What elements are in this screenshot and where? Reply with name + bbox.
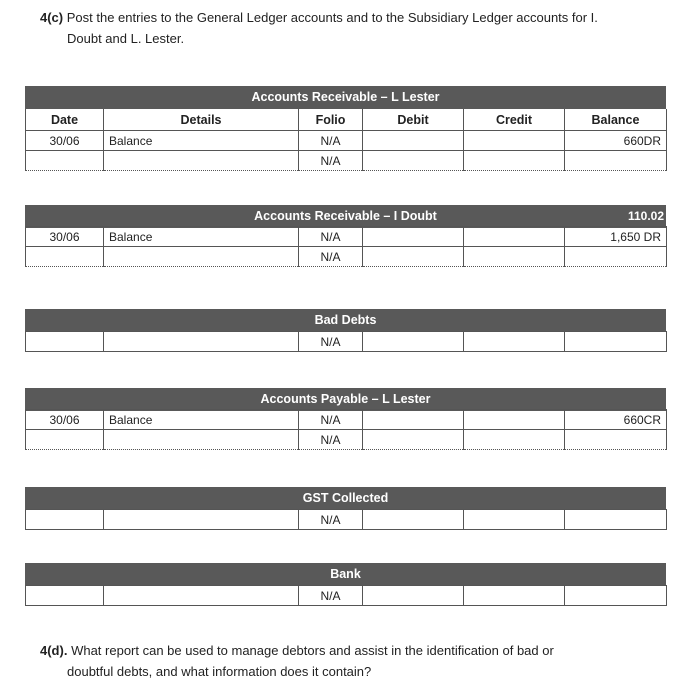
cell-balance[interactable]: [565, 510, 667, 530]
cell-debit[interactable]: [363, 410, 464, 430]
ledger-title: Accounts Receivable – L Lester: [251, 90, 440, 104]
table-row: [26, 247, 667, 267]
cell-details[interactable]: [104, 586, 299, 606]
question-4c: [40, 7, 598, 49]
cell-balance[interactable]: 660DR: [565, 131, 667, 151]
cell-details[interactable]: [104, 247, 299, 267]
cell-balance[interactable]: 660CR: [565, 410, 667, 430]
ledger-title-bar: [25, 563, 666, 586]
cell-balance[interactable]: [565, 332, 667, 352]
cell-debit[interactable]: [363, 430, 464, 450]
cell-debit[interactable]: [363, 332, 464, 352]
header-details: Details: [104, 109, 299, 131]
cell-debit[interactable]: [363, 227, 464, 247]
cell-debit[interactable]: [363, 151, 464, 171]
cell-folio[interactable]: N/A: [299, 430, 363, 450]
cell-details[interactable]: [104, 430, 299, 450]
cell-date[interactable]: 30/06: [26, 227, 104, 247]
cell-folio[interactable]: N/A: [299, 247, 363, 267]
cell-date[interactable]: [26, 247, 104, 267]
cell-date[interactable]: [26, 430, 104, 450]
table-row: [26, 131, 667, 151]
table-row: [26, 430, 667, 450]
cell-balance[interactable]: 1,650 DR: [565, 227, 667, 247]
cell-balance[interactable]: [565, 586, 667, 606]
cell-folio[interactable]: N/A: [299, 586, 363, 606]
question-number: 4(d).: [40, 643, 68, 658]
cell-folio[interactable]: N/A: [299, 510, 363, 530]
cell-details[interactable]: [104, 151, 299, 171]
ledger-title: Accounts Payable – L Lester: [260, 392, 431, 406]
cell-credit[interactable]: [464, 227, 565, 247]
question-text-line1: What report can be used to manage debtors and assist in the identification of bad or: [71, 643, 554, 658]
cell-details[interactable]: [104, 510, 299, 530]
cell-balance[interactable]: [565, 430, 667, 450]
cell-credit[interactable]: [464, 410, 565, 430]
header-balance: Balance: [565, 109, 667, 131]
ledger-title-bar: [25, 388, 666, 411]
cell-folio[interactable]: N/A: [299, 151, 363, 171]
cell-debit[interactable]: [363, 131, 464, 151]
header-row: [26, 109, 667, 131]
cell-details[interactable]: Balance: [104, 131, 299, 151]
cell-credit[interactable]: [464, 151, 565, 171]
question-number: 4(c): [40, 10, 64, 25]
table-row: [26, 410, 667, 430]
ledger-title: Accounts Receivable – I Doubt: [254, 209, 437, 223]
cell-date[interactable]: [26, 332, 104, 352]
table-row: [26, 586, 667, 606]
question-4d: [40, 640, 554, 682]
cell-date[interactable]: [26, 586, 104, 606]
ledger-title: Bank: [330, 567, 361, 581]
header-folio: Folio: [299, 109, 363, 131]
cell-credit[interactable]: [464, 430, 565, 450]
cell-credit[interactable]: [464, 332, 565, 352]
cell-date[interactable]: 30/06: [26, 410, 104, 430]
cell-folio[interactable]: N/A: [299, 131, 363, 151]
table-row: [26, 510, 667, 530]
cell-credit[interactable]: [464, 510, 565, 530]
ledger-title: Bad Debts: [314, 313, 377, 327]
cell-debit[interactable]: [363, 510, 464, 530]
table-row: [26, 227, 667, 247]
cell-debit[interactable]: [363, 586, 464, 606]
cell-credit[interactable]: [464, 586, 565, 606]
ledger-title-bar: [25, 309, 666, 332]
cell-folio[interactable]: N/A: [299, 410, 363, 430]
cell-details[interactable]: Balance: [104, 227, 299, 247]
cell-date[interactable]: [26, 510, 104, 530]
ledger-title-bar: [25, 487, 666, 510]
header-credit: Credit: [464, 109, 565, 131]
question-text-line1: Post the entries to the General Ledger accounts and to the Subsidiary Ledger accounts for I.: [66, 10, 598, 25]
cell-balance[interactable]: [565, 151, 667, 171]
ledger-title-bar: [25, 205, 666, 228]
cell-balance[interactable]: [565, 247, 667, 267]
header-debit: Debit: [363, 109, 464, 131]
cell-credit[interactable]: [464, 247, 565, 267]
cell-date[interactable]: [26, 151, 104, 171]
cell-details[interactable]: Balance: [104, 410, 299, 430]
cell-folio[interactable]: N/A: [299, 332, 363, 352]
header-date: Date: [26, 109, 104, 131]
table-row: [26, 332, 667, 352]
cell-details[interactable]: [104, 332, 299, 352]
cell-debit[interactable]: [363, 247, 464, 267]
question-text-line2: Doubt and L. Lester.: [67, 31, 185, 46]
cell-date[interactable]: 30/06: [26, 131, 104, 151]
question-text-line2: doubtful debts, and what information does it contain?: [67, 664, 372, 679]
cell-credit[interactable]: [464, 131, 565, 151]
table-row: [26, 151, 667, 171]
cell-folio[interactable]: N/A: [299, 227, 363, 247]
ledger-title-bar: [25, 86, 666, 109]
corner-value: 110.02: [627, 209, 664, 223]
ledger-title: GST Collected: [302, 491, 389, 505]
